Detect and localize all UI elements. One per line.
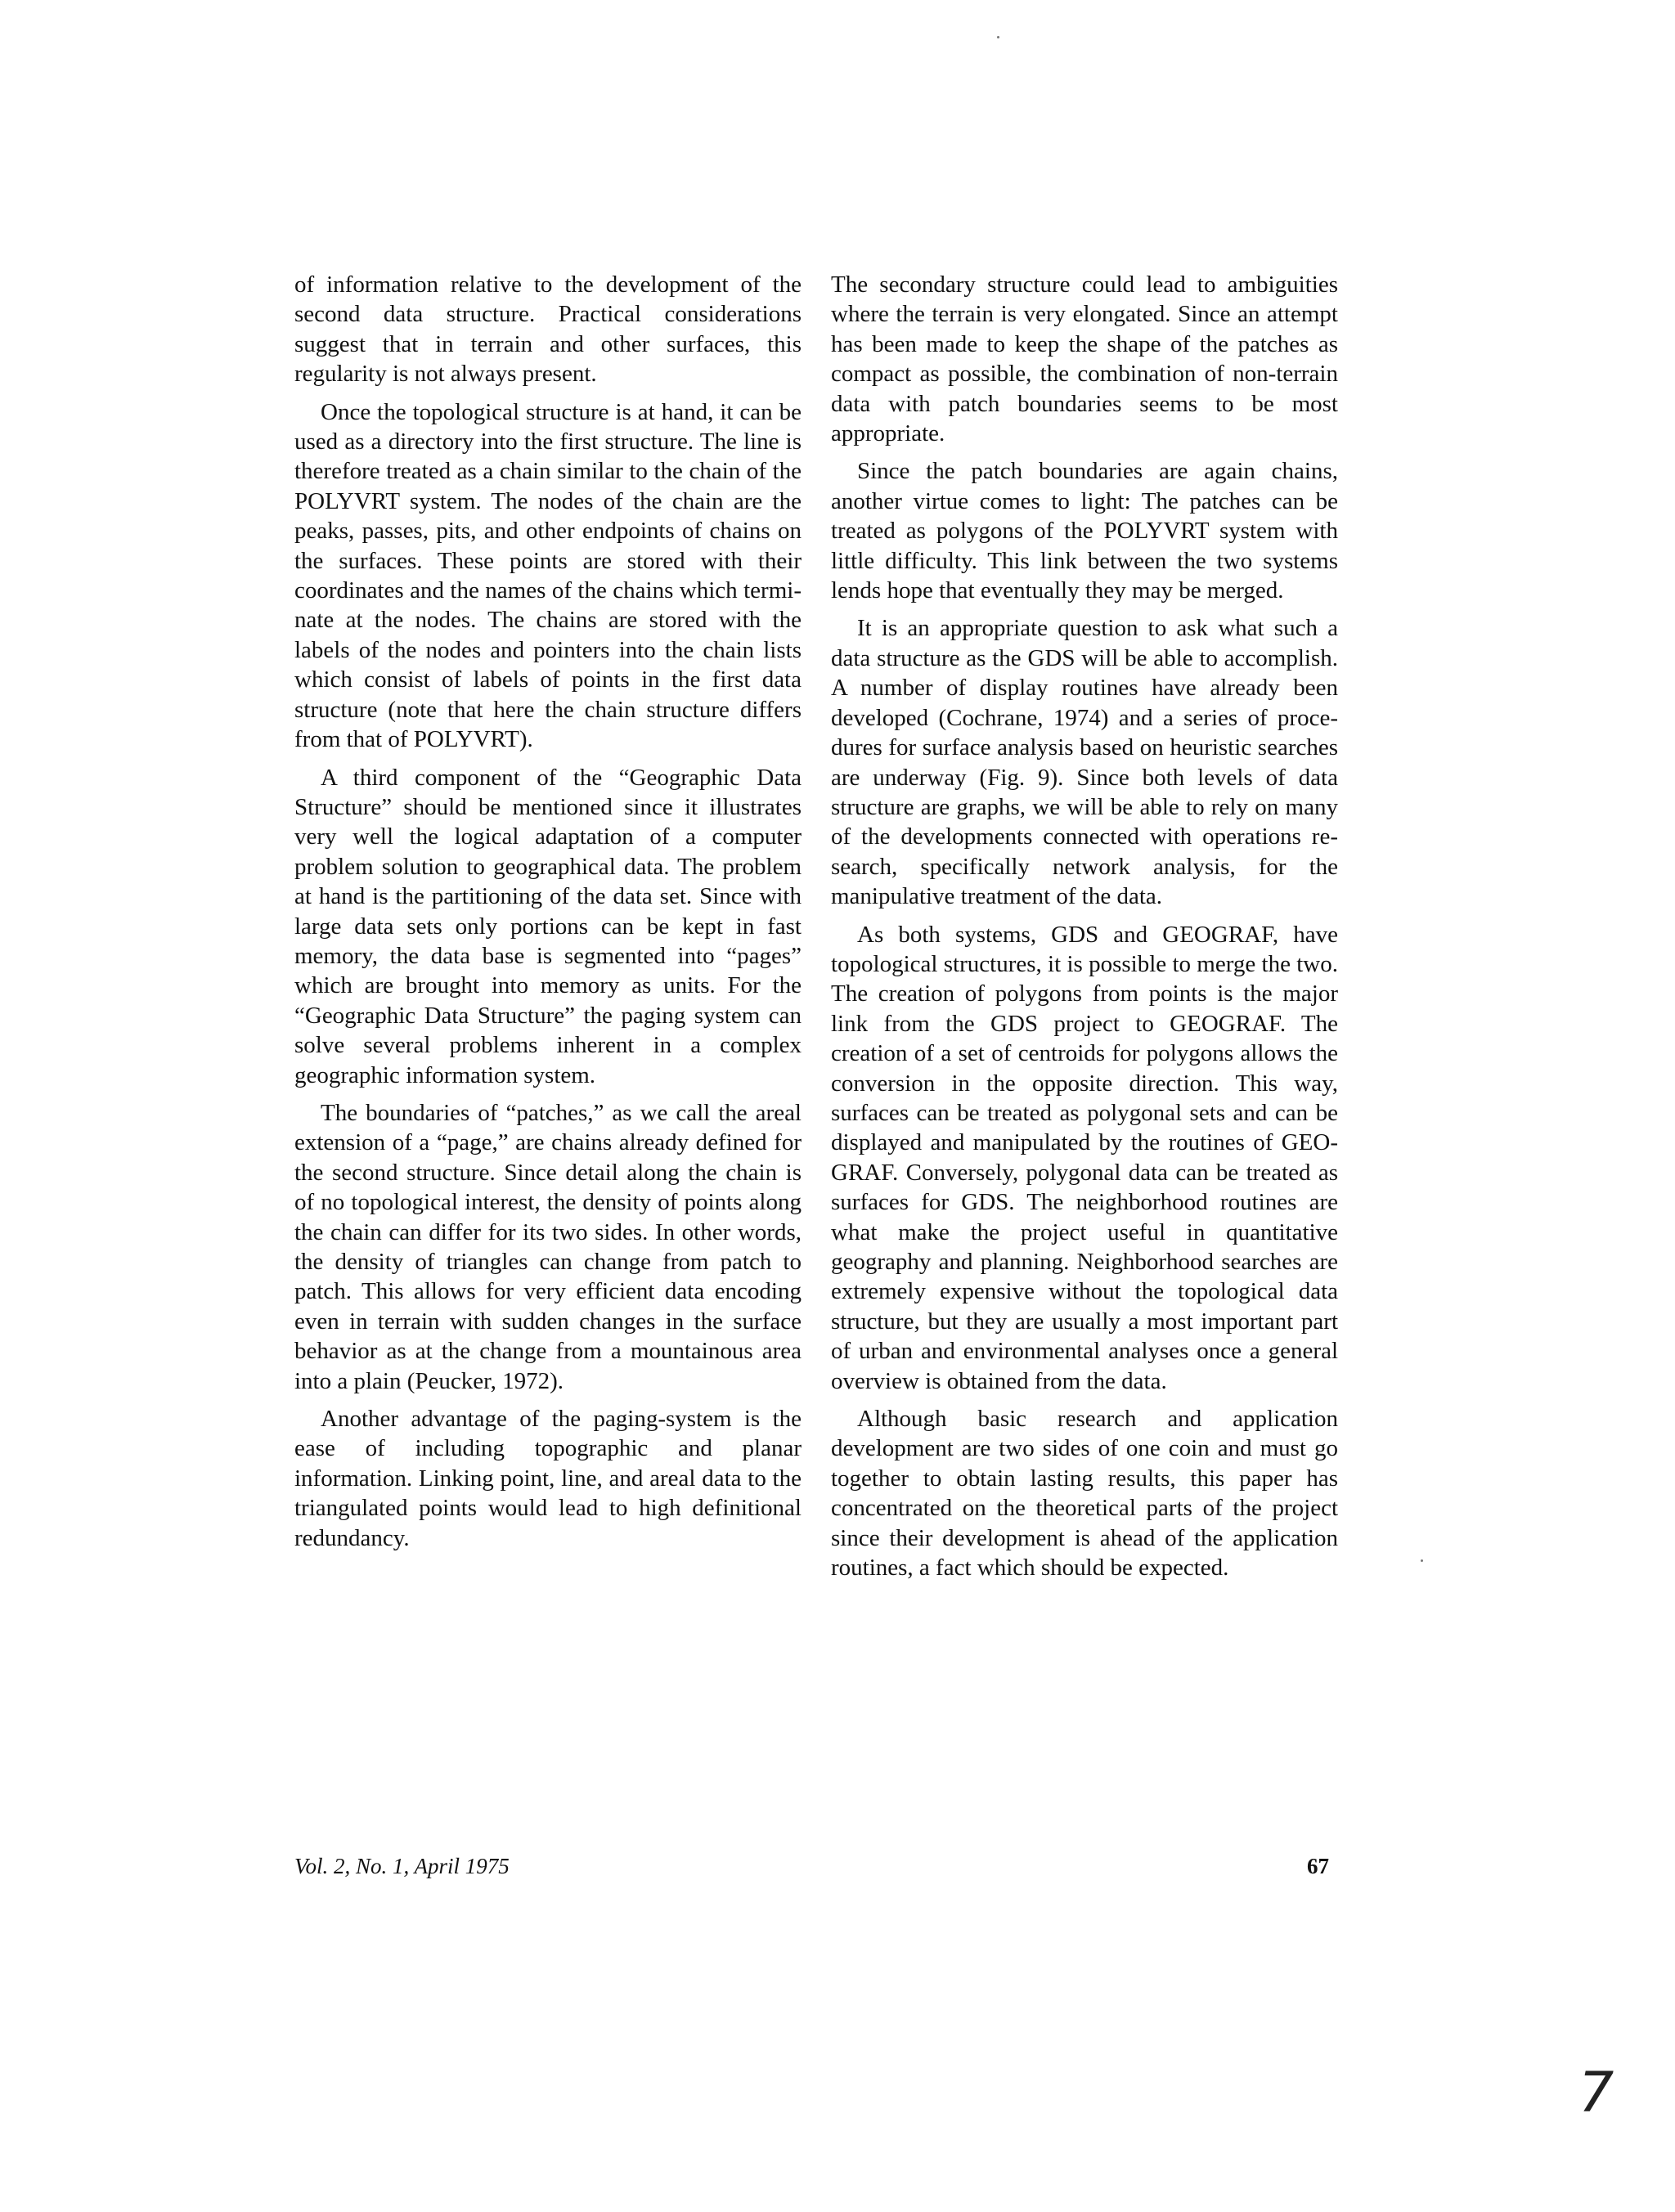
- body-paragraph: Another advantage of the paging-system is the ease of including topographic and planar information. Linking point, line, and areal data to the triangulated points would lead to high definitional redundancy.: [294, 1406, 802, 1551]
- left-text-column: [294, 270, 802, 1561]
- body-paragraph: The boundaries of “patches,” as we call the areal extension of a “page,” are chains already defined for the second structure. Since detail along the chain is of no topological interest, the density of points along the chain can differ for its two sides. In other words, the density of triangles can change from patch to patch. This allows for very efficient data encoding even in terrain with sudden changes in the surface behavior as at the change from a mountainous area into a plain (Peucker, 1972).: [294, 1099, 802, 1394]
- scan-speck: [1421, 1559, 1423, 1562]
- scan-speck: [997, 36, 999, 38]
- journal-citation: Vol. 2, No. 1, April 1975: [294, 1854, 510, 1878]
- body-paragraph: Since the patch boundaries are again chains, another virtue comes to light: The patches can be treated as polygons of the POLYVRT system with little difficulty. This link between the two systems lends hope that eventually they may be merged.: [831, 458, 1338, 604]
- body-paragraph: The secondary structure could lead to ambiguities where the terrain is very elongated. Since an attempt has been made to keep the shape of the patches as compact as possible, the combination of non-terrain data with patch boundaries seems to be most appropriate.: [831, 271, 1338, 447]
- body-paragraph: Although basic research and application development are two sides of one coin and must go together to obtain lasting results, this paper has concentrated on the theoretical parts of the project since their development is ahead of the application routines, a fact which should be expected.: [831, 1406, 1338, 1582]
- handwritten-page-mark: 7: [1578, 2061, 1614, 2125]
- body-paragraph: A third component of the “Geographic Data Structure” should be mentioned since it illustrates very well the logical adaptation of a computer problem solution to geographical data. The problem at hand is the partitioning of the data set. Since with large data sets only portions can be kept in fast memory, the data base is segmented into “pages” which are brought into memory as units. For the “Geographic Data Structure” the paging system can solve several problems inherent in a complex geographic information system.: [294, 764, 802, 1088]
- body-paragraph: of information relative to the development of the second data structure. Practical considerations suggest that in terrain and other surfaces, this regularity is not always present.: [294, 271, 802, 388]
- body-paragraph: As both systems, GDS and GEOGRAF, have topological structures, it is possible to merge the two. The creation of polygons from points is the major link from the GDS project to GEOGRAF. The creation of a set of centroids for polygons allows the conversion in the opposite direction. This way, surfaces can be treated as polygonal sets and can be displayed and manipulated by the routines of GEOGRAF. Conversely, polygonal data can be treated as surfaces for GDS. The neighborhood routines are what make the project useful in quantitative geography and planning. Neighborhood searches are extremely expensive without the topological data structure, but they are usually a most important part of urban and environmental analyses once a general overview is obtained from the data.: [831, 921, 1338, 1394]
- body-paragraph: Once the topological structure is at hand, it can be used as a directory into the first structure. The line is therefore treated as a chain similar to the chain of the POLYVRT system. The nodes of the chain are the peaks, passes, pits, and other endpoints of chains on the surfaces. These points are stored with their coordinates and the names of the chains which terminate at the nodes. The chains are stored with the labels of the nodes and pointers into the chain lists which consist of labels of points in the first data structure (note that here the chain structure differs from that of POLYVRT).: [294, 398, 802, 753]
- body-paragraph: It is an appropriate question to ask what such a data structure as the GDS will be able to accomplish. A number of display routines have already been developed (Cochrane, 1974) and a series of procedures for surface analysis based on heuristic searches are underway (Fig. 9). Since both levels of data structure are graphs, we will be able to rely on many of the developments connected with operations research, specifically network analysis, for the manipulative treatment of the data.: [831, 615, 1338, 910]
- page-number: 67: [1307, 1854, 1329, 1878]
- right-text-column: [831, 270, 1338, 1591]
